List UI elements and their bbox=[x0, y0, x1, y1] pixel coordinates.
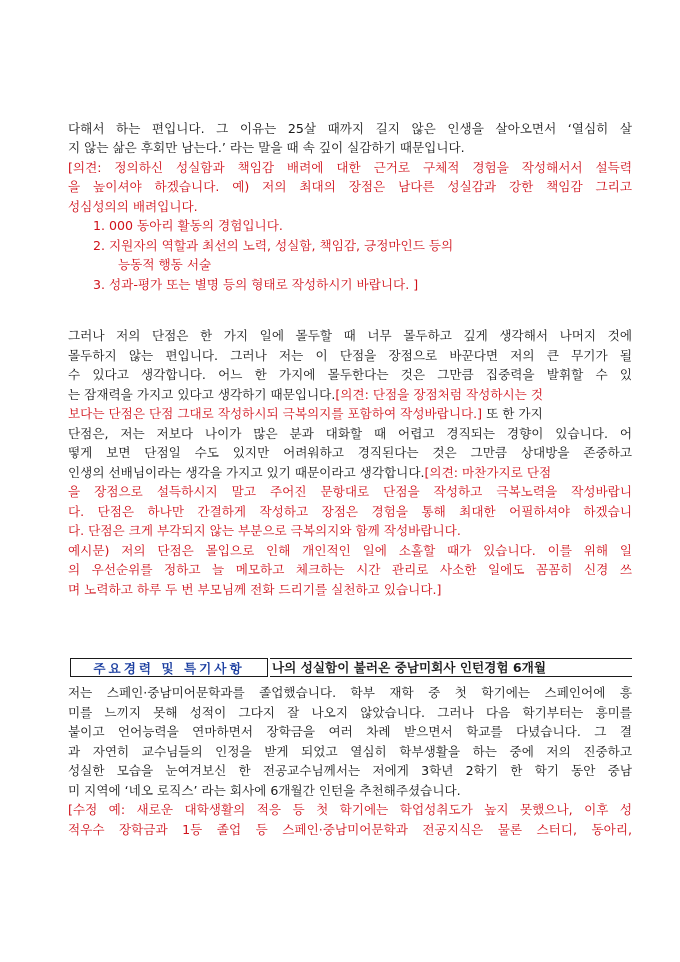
para2-comment-a-end: 보다는 단점은 단점 그대로 작성하시되 극복의지를 포함하여 작성바랍니다.] bbox=[68, 406, 483, 421]
para3-line-4: 과 자연히 교수님들의 인정을 받게 되었고 열심히 학부생활을 하는 중에 저의 진중하고 bbox=[68, 744, 632, 759]
para3-line-5: 성실한 모습을 눈여겨보신 한 전공교수님께서는 저에게 3학년 2학기 한 학기 동안 중남 bbox=[68, 763, 632, 778]
para3-line-2: 미를 느끼지 못해 성적이 그다지 잘 나오지 않았습니다. 그러나 다음 학기부터는 흥미를 bbox=[68, 705, 632, 720]
para2-line-6: 단점은, 저는 저보다 나이가 많은 분과 대화할 때 어렵고 경직되는 경향이 있습니다. 어 bbox=[68, 426, 632, 441]
comment1-line-2: 을 높이셔야 하겠습니다. 예) 저의 최대의 장점은 남다른 성실감과 강한 책임감 그리고 bbox=[68, 179, 632, 194]
para2-line-2: 몰두하지 않는 편입니다. 그러나 저는 이 단점을 장점으로 바꾼다면 저의 큰 무기가 될 bbox=[68, 348, 632, 363]
para2-line-4-text: 는 잠재력을 가지고 있다고 생각하기 때문입니다. bbox=[68, 387, 336, 402]
comment1-line-1: [의견: 정의하신 성실함과 책임감 배려에 대한 근거로 구체적 경험을 작성해서서 설득력 bbox=[68, 160, 632, 175]
para3-line-1: 저는 스페인·중남미어문학과를 졸업했습니다. 학부 재학 중 첫 학기에는 스페인어에 흥 bbox=[68, 685, 632, 700]
comment1-item-3: 3. 성과-평가 또는 별명 등의 형태로 작성하시기 바랍니다. ] bbox=[93, 277, 419, 292]
comment1-line-3: 성심성의의 배려입니다. bbox=[68, 199, 198, 214]
para2-line-8 bbox=[68, 463, 632, 482]
comment1-item-2-cont: 능동적 행동 서술 bbox=[118, 257, 212, 272]
para1-line-1: 다해서 하는 편입니다. 그 이유는 25살 때까지 길지 않은 인생을 살아오면서 ‘열심히 살 bbox=[68, 121, 632, 136]
comment2-line-1: 을 장점으로 설득하시지 말고 주어진 문항대로 단점을 작성하고 극복노력을 작성바랍니 bbox=[68, 484, 632, 499]
para2-comment-a-start: [의견: 단점을 장점처럼 작성하시는 것 bbox=[335, 387, 543, 402]
para2-line-7: 떻게 보면 단점일 수도 있지만 어려워하고 경직된다는 것은 그만큼 상대방을 존중하고 bbox=[68, 445, 632, 460]
para2-line-8-text: 인생의 선배님이라는 생각을 가지고 있기 때문이라고 생각합니다. bbox=[68, 465, 425, 480]
comment2-example-line-1: 예시문) 저의 단점은 몰입으로 인해 개인적인 일에 소홀할 때가 있습니다. 이를 위해 일 bbox=[68, 543, 632, 558]
comment2-example-line-2: 의 우선순위를 정하고 늘 메모하고 체크하는 시간 관리로 사소한 일에도 꼼꼼히 신경 쓰 bbox=[68, 562, 632, 577]
comment3-line-1: [수정 예: 새로운 대학생활의 적응 등 첫 학기에는 학업성취도가 높지 못했으나, 이후 성 bbox=[68, 802, 632, 817]
para2-comment-b-start: [의견: 마찬가지로 단점 bbox=[424, 465, 552, 480]
section-label-box: 주요경력 및 특기사항 bbox=[70, 658, 268, 677]
para2-line-4 bbox=[68, 385, 632, 404]
comment3-line-2: 적우수 장학금과 1등 졸업 등 스페인·중남미어문학과 전공지식은 물론 스터디, 동아리, bbox=[68, 822, 632, 837]
para1-line-2: 지 않는 삶은 후회만 남는다.’ 라는 말을 때 속 깊이 실감하기 때문입니다. bbox=[68, 140, 465, 155]
para2-line-5-text: 또 한 가지 bbox=[482, 406, 543, 421]
section-title: 나의 성실함이 불러온 중남미회사 인턴경험 6개월 bbox=[270, 658, 632, 677]
comment2-line-2: 다. 단점은 하나만 간결하게 작성하고 장점은 경험을 통해 최대한 어필하셔야 하겠습니 bbox=[68, 504, 632, 519]
para2-line-3: 수 있다고 생각합니다. 어느 한 가지에 몰두한다는 것은 그만큼 집중력을 발휘할 수 있 bbox=[68, 367, 632, 382]
para2-line-1: 그러나 저의 단점은 한 가지 일에 몰두할 때 너무 몰두하고 깊게 생각해서 나머지 것에 bbox=[68, 328, 632, 343]
comment1-item-2: 2. 지원자의 역할과 최선의 노력, 성실함, 책임감, 긍정마인드 등의 bbox=[93, 238, 454, 253]
comment1-item-1: 1. 000 동아리 활동의 경험입니다. bbox=[93, 218, 283, 233]
comment2-line-3: 다. 단점은 크게 부각되지 않는 부분으로 극복의지와 함께 작성바랍니다. bbox=[68, 523, 461, 538]
para3-line-6: 미 지역에 ‘네오 로직스’ 라는 회사에 6개월간 인턴을 추천해주셨습니다. bbox=[68, 783, 461, 798]
para3-line-3: 붙이고 언어능력을 연마하면서 장학금을 여러 차례 받으면서 학교를 다녔습니다. 그 결 bbox=[68, 724, 632, 739]
comment2-example-line-3: 며 노력하고 하루 두 번 부모님께 전화 드리기를 실천하고 있습니다.] bbox=[68, 582, 442, 597]
para2-line-5 bbox=[68, 404, 632, 423]
